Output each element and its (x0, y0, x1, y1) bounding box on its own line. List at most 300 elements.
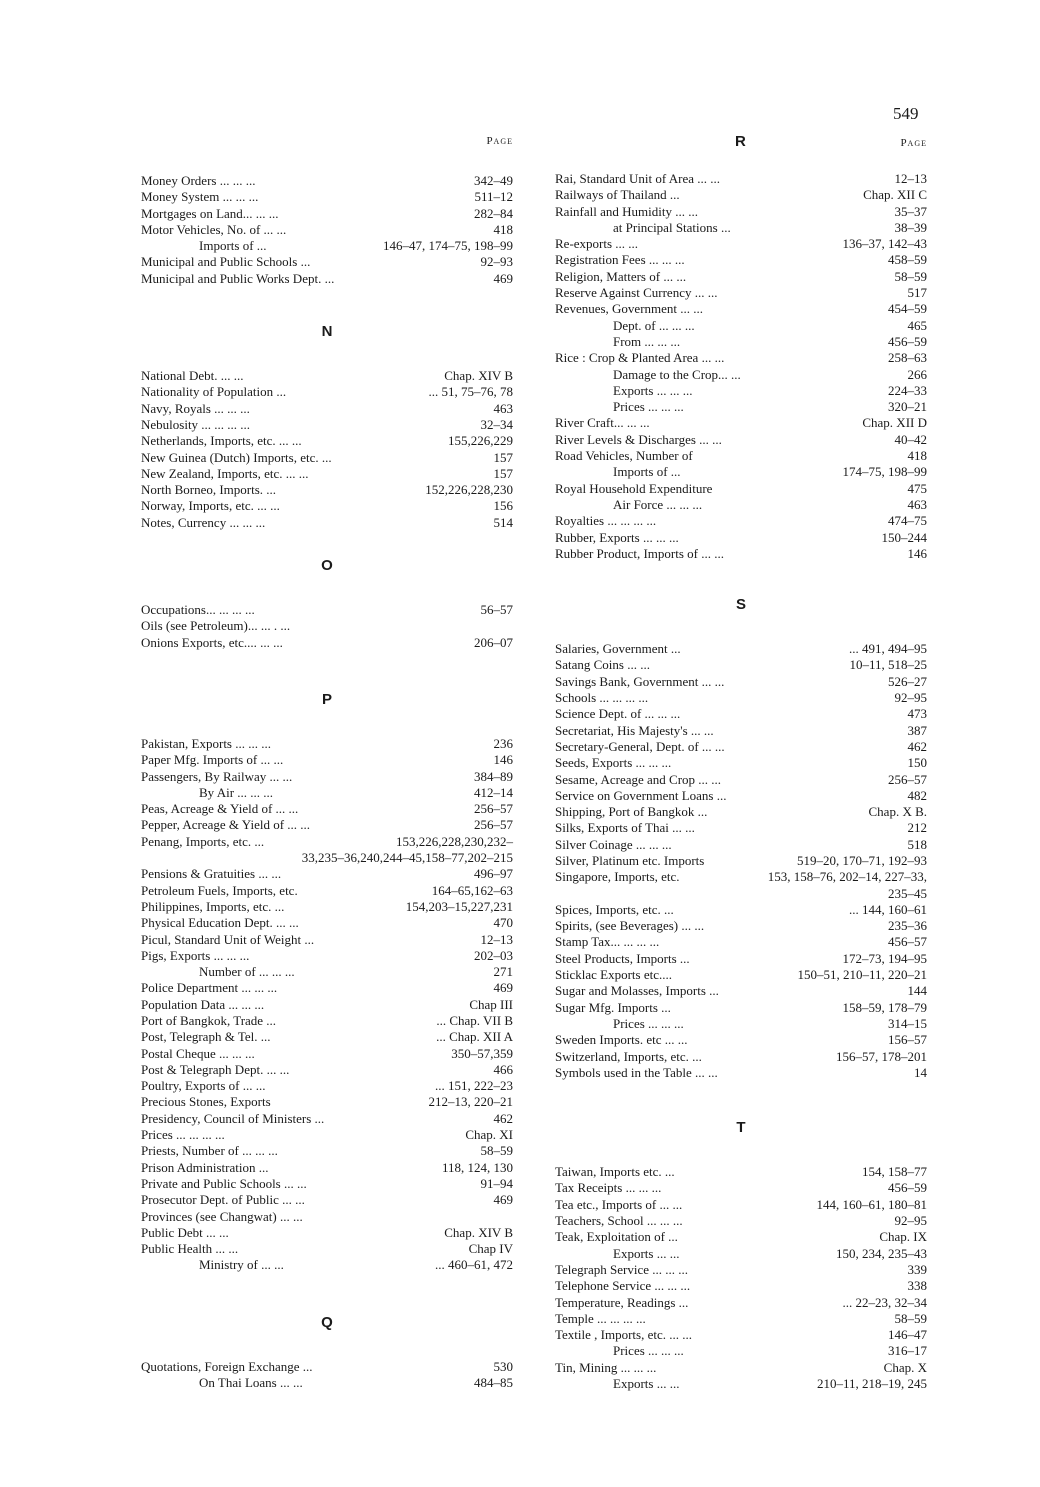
entry-pages: 150–244 (881, 529, 927, 545)
entry-term: Taiwan, Imports etc. ... (555, 1164, 675, 1180)
index-entry (141, 1176, 513, 1192)
index-entry (141, 1225, 513, 1241)
index-entry (555, 755, 927, 771)
entry-pages: 320–21 (888, 399, 927, 415)
entry-pages: 456–59 (888, 1180, 927, 1196)
index-entry (555, 1180, 927, 1196)
index-entry (141, 834, 513, 850)
entry-pages: 271 (493, 964, 513, 980)
entry-term: Silks, Exports of Thai ... ... (555, 820, 695, 836)
index-entry (141, 1143, 513, 1159)
entry-pages: 144 (907, 983, 927, 999)
entry-pages: ... 22–23, 32–34 (842, 1294, 927, 1310)
index-entry (141, 801, 513, 817)
entry-term: Shipping, Port of Bangkok ... (555, 804, 708, 820)
index-entry (141, 1013, 513, 1029)
index-entry (555, 1327, 927, 1343)
section-letter: Q (321, 1313, 333, 1331)
index-entry (555, 1229, 927, 1245)
entry-term: Occupations... ... ... ... (141, 602, 255, 618)
entry-pages: 206–07 (474, 634, 513, 650)
index-entry (555, 1016, 927, 1032)
entry-pages: 256–57 (888, 771, 927, 787)
index-entry (555, 674, 927, 690)
entry-term: Spirits, (see Beverages) ... ... (555, 918, 705, 934)
entry-pages: 456–57 (888, 934, 927, 950)
index-entry (555, 220, 927, 236)
index-entry (555, 1197, 927, 1213)
index-entry (555, 204, 927, 220)
entry-pages: ... Chap. VII B (436, 1012, 513, 1028)
entry-pages: 482 (907, 787, 927, 803)
entry-term: Penang, Imports, etc. ... (141, 833, 265, 849)
index-entry (555, 690, 927, 706)
entry-pages: 462 (907, 738, 927, 754)
index-entry (141, 850, 513, 866)
index-entry (555, 951, 927, 967)
right-sections (555, 171, 927, 1392)
entry-pages: 514 (493, 514, 513, 530)
entry-term: Temperature, Readings ... (555, 1294, 689, 1310)
entry-term: Dept. of ... ... ... (613, 317, 695, 333)
entry-term: Public Debt ... ... (141, 1224, 229, 1240)
entry-term: Textile , Imports, etc. ... ... (555, 1327, 693, 1343)
index-entry (141, 964, 513, 980)
index-entry (555, 334, 927, 350)
entry-term: Pepper, Acreage & Yield of ... ... (141, 817, 311, 833)
index-entry (555, 739, 927, 755)
entry-term: Sesame, Acreage and Crop ... ... (555, 771, 722, 787)
entry-pages: 156–57 (888, 1032, 927, 1048)
section-letter-r: R (735, 133, 746, 150)
entry-term: Provinces (see Changwat) ... ... (141, 1208, 303, 1224)
entry-pages: 152,226,228,230 (425, 482, 513, 498)
entry-term: Number of ... ... ... (199, 964, 295, 980)
entry-pages: 155,226,229 (448, 433, 513, 449)
entry-pages: 314–15 (888, 1015, 927, 1031)
entry-pages: 418 (493, 221, 513, 237)
entry-term: Prison Administration ... (141, 1159, 269, 1175)
entry-term: Rainfall and Humidity ... ... (555, 203, 698, 219)
page-column-heading: Page (900, 137, 927, 149)
index-entry (141, 368, 513, 384)
index-entry (555, 546, 927, 562)
entry-pages: 10–11, 518–25 (849, 657, 927, 673)
index-section (141, 323, 513, 531)
entry-pages: 14 (914, 1064, 927, 1080)
entry-term: Police Department ... ... ... (141, 980, 278, 996)
entry-pages: 172–73, 194–95 (842, 950, 927, 966)
entry-pages: Chap. XII D (862, 415, 927, 431)
entry-pages: 92–95 (894, 1213, 927, 1229)
entry-pages: 463 (493, 400, 513, 416)
index-entry (555, 432, 927, 448)
index-entry (141, 1127, 513, 1143)
index-entry (141, 932, 513, 948)
entry-pages: 530 (493, 1358, 513, 1374)
index-entry (555, 1278, 927, 1294)
entry-pages: 202–03 (474, 947, 513, 963)
index-entry (141, 433, 513, 449)
index-entry (555, 820, 927, 836)
entry-pages: 469 (493, 980, 513, 996)
entry-term: Railways of Thailand ... (555, 187, 680, 203)
entry-term: Public Health ... ... (141, 1241, 239, 1257)
entry-pages: 235–45 (888, 885, 927, 901)
entry-pages: 387 (907, 722, 927, 738)
section-letter: P (321, 690, 332, 708)
entry-term: Poultry, Exports of ... ... (141, 1078, 266, 1094)
entry-pages: 511–12 (474, 189, 513, 205)
entry-pages: Chap. X (883, 1359, 927, 1375)
entry-pages: ... Chap. XII A (436, 1029, 513, 1045)
entry-pages: 412–14 (474, 784, 513, 800)
entry-term: Spices, Imports, etc. ... (555, 901, 674, 917)
entry-term: Priests, Number of ... ... ... (141, 1143, 278, 1159)
index-entry (141, 1160, 513, 1176)
entry-term: Postal Cheque ... ... ... (141, 1045, 255, 1061)
entry-term: Money Orders ... ... ... (141, 173, 256, 188)
index-entry (555, 788, 927, 804)
entry-term: Paper Mfg. Imports of ... ... (141, 752, 284, 768)
index-entry (141, 899, 513, 915)
entry-term: From ... ... ... (613, 333, 681, 349)
index-entry (141, 915, 513, 931)
index-entry (555, 318, 927, 334)
entry-term: New Guinea (Dutch) Imports, etc. ... (141, 449, 332, 465)
entry-pages: 256–57 (474, 801, 513, 817)
section-letter: N (321, 323, 333, 341)
entry-term: Peas, Acreage & Yield of ... ... (141, 801, 299, 817)
entry-pages: 339 (907, 1261, 927, 1277)
index-entry (141, 482, 513, 498)
entry-pages: Chap. IX (879, 1229, 927, 1245)
entry-term: Pakistan, Exports ... ... ... (141, 735, 271, 751)
entry-term: Telephone Service ... ... ... (555, 1278, 691, 1294)
index-entry (141, 450, 513, 466)
index-column-left (141, 135, 513, 1391)
entry-term: Seeds, Exports ... ... ... (555, 755, 672, 771)
entry-pages: 235–36 (888, 918, 927, 934)
index-entry (141, 1209, 513, 1225)
entry-term: Rubber, Exports ... ... ... (555, 529, 679, 545)
section-letter: O (321, 557, 333, 575)
index-entry (141, 618, 513, 634)
entry-term: Religion, Matters of ... ... (555, 268, 687, 284)
index-entry (141, 417, 513, 433)
entry-pages: 146–47, 174–75, 198–99 (383, 238, 513, 254)
entry-term: North Borneo, Imports. ... (141, 482, 277, 498)
entry-pages: 158–59, 178–79 (842, 999, 927, 1015)
index-entry (141, 1192, 513, 1208)
entry-term: Passengers, By Railway ... ... (141, 768, 293, 784)
index-entry (141, 254, 513, 270)
entry-pages: ... 144, 160–61 (849, 901, 927, 917)
entry-pages: 517 (907, 285, 927, 301)
entry-term: Damage to the Crop... ... (613, 366, 741, 382)
entry-pages: 92–95 (894, 690, 927, 706)
entry-pages: 153,226,228,230,232– (396, 833, 513, 849)
entry-pages: 210–11, 218–19, 245 (816, 1376, 927, 1391)
entry-pages: 92–93 (480, 254, 513, 270)
entry-pages: 56–57 (480, 602, 513, 618)
entry-term: Re-exports ... ... (555, 236, 639, 252)
entry-term: Exports ... ... ... (613, 382, 693, 398)
index-entry (555, 269, 927, 285)
entry-term: Temple ... ... ... ... (555, 1310, 646, 1326)
entry-term: Reserve Against Currency ... ... (555, 285, 718, 301)
entry-pages: 484–85 (474, 1375, 513, 1391)
entry-term: Pigs, Exports ... ... ... (141, 947, 250, 963)
entry-pages: 146–47 (888, 1327, 927, 1343)
entry-pages: 474–75 (888, 513, 927, 529)
entry-pages: 342–49 (474, 173, 513, 188)
index-section (141, 691, 513, 1274)
entry-pages: 38–39 (894, 219, 927, 235)
entry-term: Air Force ... ... ... (613, 496, 703, 512)
entry-term: Sticklac Exports etc.... (555, 967, 672, 983)
entry-term: Onions Exports, etc.... ... ... (141, 634, 283, 650)
entry-term: Satang Coins ... ... (555, 657, 650, 673)
index-entry (555, 448, 927, 464)
left-sections (141, 173, 513, 1391)
entry-term: Physical Education Dept. ... ... (141, 915, 299, 931)
entry-pages: 156 (493, 498, 513, 514)
entry-term: Exports ... ... (613, 1376, 680, 1391)
entry-term: New Zealand, Imports, etc. ... ... (141, 465, 309, 481)
entry-pages: 473 (907, 706, 927, 722)
entry-pages: 469 (493, 270, 513, 286)
entry-pages: 32–34 (480, 416, 513, 432)
entry-term: Municipal and Public Schools ... (141, 254, 311, 270)
entry-term: Imports of ... (613, 464, 681, 480)
entry-term: Tax Receipts ... ... ... (555, 1180, 662, 1196)
entry-term: Royal Household Expenditure (555, 480, 713, 496)
entry-pages: 164–65,162–63 (431, 882, 513, 898)
index-section (141, 557, 513, 651)
index-entry (555, 481, 927, 497)
right-column-header (555, 133, 927, 153)
entry-pages: 174–75, 198–99 (842, 464, 927, 480)
entry-pages: 338 (907, 1278, 927, 1294)
index-entry (555, 853, 927, 869)
entry-pages: Chap. XIV B (444, 1224, 513, 1240)
index-entry (555, 983, 927, 999)
entry-term: On Thai Loans ... ... (199, 1375, 303, 1391)
index-entry (555, 934, 927, 950)
entry-term: Post & Telegraph Dept. ... ... (141, 1061, 290, 1077)
index-entry (555, 367, 927, 383)
entry-term: Telegraph Service ... ... ... (555, 1261, 689, 1277)
entry-term: Salaries, Government ... (555, 641, 681, 657)
entry-term: Prices ... ... ... (613, 1015, 684, 1031)
index-entry (141, 769, 513, 785)
entry-term: Quotations, Foreign Exchange ... (141, 1358, 313, 1374)
entry-pages: 150, 234, 235–43 (836, 1245, 927, 1261)
index-entry (555, 1000, 927, 1016)
entry-term: Steel Products, Imports ... (555, 950, 690, 966)
entry-term: Mortgages on Land... ... ... (141, 205, 279, 221)
entry-pages: 154, 158–77 (862, 1164, 927, 1180)
entry-term: Schools ... ... ... ... (555, 690, 649, 706)
entry-term: Navy, Royals ... ... ... (141, 400, 250, 416)
entry-term: Motor Vehicles, No. of ... ... (141, 221, 287, 237)
entry-term: River Craft... ... ... (555, 415, 650, 431)
entry-pages: 58–59 (480, 1143, 513, 1159)
index-entry (555, 1262, 927, 1278)
index-entry (141, 498, 513, 514)
entry-pages: 470 (493, 915, 513, 931)
index-entry (555, 772, 927, 788)
index-entry (141, 1078, 513, 1094)
entry-term: Nebulosity ... ... ... ... (141, 416, 251, 432)
index-entry (555, 497, 927, 513)
index-entry (555, 657, 927, 673)
index-entry (555, 383, 927, 399)
index-entry (141, 752, 513, 768)
entry-pages: ... 51, 75–76, 78 (428, 384, 513, 400)
entry-pages: 153, 158–76, 202–14, 227–33, (767, 869, 927, 885)
entry-term: Petroleum Fuels, Imports, etc. (141, 882, 298, 898)
entry-pages: 456–59 (888, 333, 927, 349)
entry-pages: Chap. XI (465, 1127, 513, 1143)
entry-term: Registration Fees ... ... ... (555, 252, 685, 268)
entry-pages: 91–94 (480, 1175, 513, 1191)
index-entry (141, 238, 513, 254)
index-entry (555, 252, 927, 268)
entry-term: Prices ... ... ... (613, 399, 684, 415)
entry-pages: 258–63 (888, 350, 927, 366)
index-entry (555, 285, 927, 301)
index-entry (555, 1295, 927, 1311)
index-entry (555, 350, 927, 366)
entry-pages: 316–17 (888, 1343, 927, 1359)
index-entry (141, 635, 513, 651)
entry-term: Municipal and Public Works Dept. ... (141, 270, 335, 286)
entry-pages: Chap. XIV B (444, 368, 513, 384)
index-entry (555, 1360, 927, 1376)
entry-pages: 475 (907, 480, 927, 496)
index-entry (141, 883, 513, 899)
entry-term: Silver Coinage ... ... ... (555, 836, 672, 852)
entry-pages: 146 (907, 545, 927, 561)
entry-pages: 350–57,359 (451, 1045, 513, 1061)
entry-term: Teachers, School ... ... ... (555, 1213, 683, 1229)
entry-term: Ministry of ... ... (199, 1257, 284, 1273)
section-letter: T (736, 1119, 746, 1137)
entry-term: Road Vehicles, Number of (555, 448, 693, 464)
entry-term: Sweden Imports. etc ... ... (555, 1032, 688, 1048)
index-entry (141, 817, 513, 833)
index-entry (555, 918, 927, 934)
index-column-right (555, 133, 927, 1392)
index-entry (141, 173, 513, 189)
index-entry (555, 513, 927, 529)
entry-pages: 462 (493, 1110, 513, 1126)
index-entry (555, 641, 927, 657)
index-entry (141, 271, 513, 287)
entry-term: River Levels & Discharges ... ... (555, 431, 722, 447)
entry-term: Philippines, Imports, etc. ... (141, 898, 285, 914)
index-entry (141, 980, 513, 996)
index-entry (555, 837, 927, 853)
index-entry (141, 206, 513, 222)
entry-pages: ... 491, 494–95 (849, 641, 927, 657)
index-section (555, 1119, 927, 1392)
entry-pages: Chap III (469, 996, 513, 1012)
entry-term: Notes, Currency ... ... ... (141, 514, 266, 530)
entry-term: Picul, Standard Unit of Weight ... (141, 931, 315, 947)
entry-term: Teak, Exploitation of ... (555, 1229, 678, 1245)
entry-pages: 518 (907, 836, 927, 852)
index-entry (555, 804, 927, 820)
entry-pages: 156–57, 178–201 (836, 1048, 927, 1064)
entry-term: Money System ... ... ... (141, 189, 259, 205)
entry-pages: 454–59 (888, 301, 927, 317)
index-entry (141, 948, 513, 964)
index-entry (555, 1032, 927, 1048)
index-entry (141, 1257, 513, 1273)
entry-pages: 136–37, 142–43 (842, 236, 927, 252)
entry-pages: 256–57 (474, 817, 513, 833)
entry-pages: 144, 160–61, 180–81 (816, 1196, 927, 1212)
entry-pages: 384–89 (474, 768, 513, 784)
index-entry (555, 1049, 927, 1065)
index-entry (555, 171, 927, 187)
entry-pages: 40–42 (894, 431, 927, 447)
index-entry (141, 222, 513, 238)
index-entry (141, 1241, 513, 1257)
entry-pages: 146 (493, 752, 513, 768)
entry-term: Rai, Standard Unit of Area ... ... (555, 171, 720, 186)
entry-term: Savings Bank, Government ... ... (555, 673, 725, 689)
entry-term: at Principal Stations ... (613, 219, 731, 235)
entry-term: Rice : Crop & Planted Area ... ... (555, 350, 725, 366)
entry-pages: 465 (907, 317, 927, 333)
index-entry (141, 189, 513, 205)
index-section (141, 173, 513, 287)
entry-term: Port of Bangkok, Trade ... (141, 1012, 277, 1028)
entry-term: Tin, Mining ... ... ... (555, 1359, 657, 1375)
entry-term: Secretariat, His Majesty's ... ... (555, 722, 714, 738)
entry-pages: 496–97 (474, 866, 513, 882)
index-entry (141, 401, 513, 417)
entry-pages: 154,203–15,227,231 (405, 898, 513, 914)
section-letter: S (735, 596, 746, 614)
index-entry (555, 706, 927, 722)
index-entry (555, 902, 927, 918)
entry-term: Science Dept. of ... ... ... (555, 706, 681, 722)
index-entry (141, 1111, 513, 1127)
entry-pages: 58–59 (894, 268, 927, 284)
entry-pages: 236 (493, 735, 513, 751)
index-entry (555, 1065, 927, 1081)
entry-term: Rubber Product, Imports of ... ... (555, 545, 724, 561)
entry-pages: 458–59 (888, 252, 927, 268)
entry-pages: 33,235–36,240,244–45,158–77,202–215 (301, 850, 513, 866)
index-entry (141, 736, 513, 752)
entry-pages: 157 (493, 465, 513, 481)
entry-pages: 224–33 (888, 382, 927, 398)
index-entry (555, 1246, 927, 1262)
page-number: 549 (893, 104, 919, 123)
entry-term: Silver, Platinum etc. Imports (555, 852, 705, 868)
entry-term: Royalties ... ... ... ... (555, 513, 657, 529)
index-entry (555, 1343, 927, 1359)
index-entry (141, 785, 513, 801)
entry-pages: Chap. X B. (868, 804, 927, 820)
entry-term: Switzerland, Imports, etc. ... (555, 1048, 702, 1064)
